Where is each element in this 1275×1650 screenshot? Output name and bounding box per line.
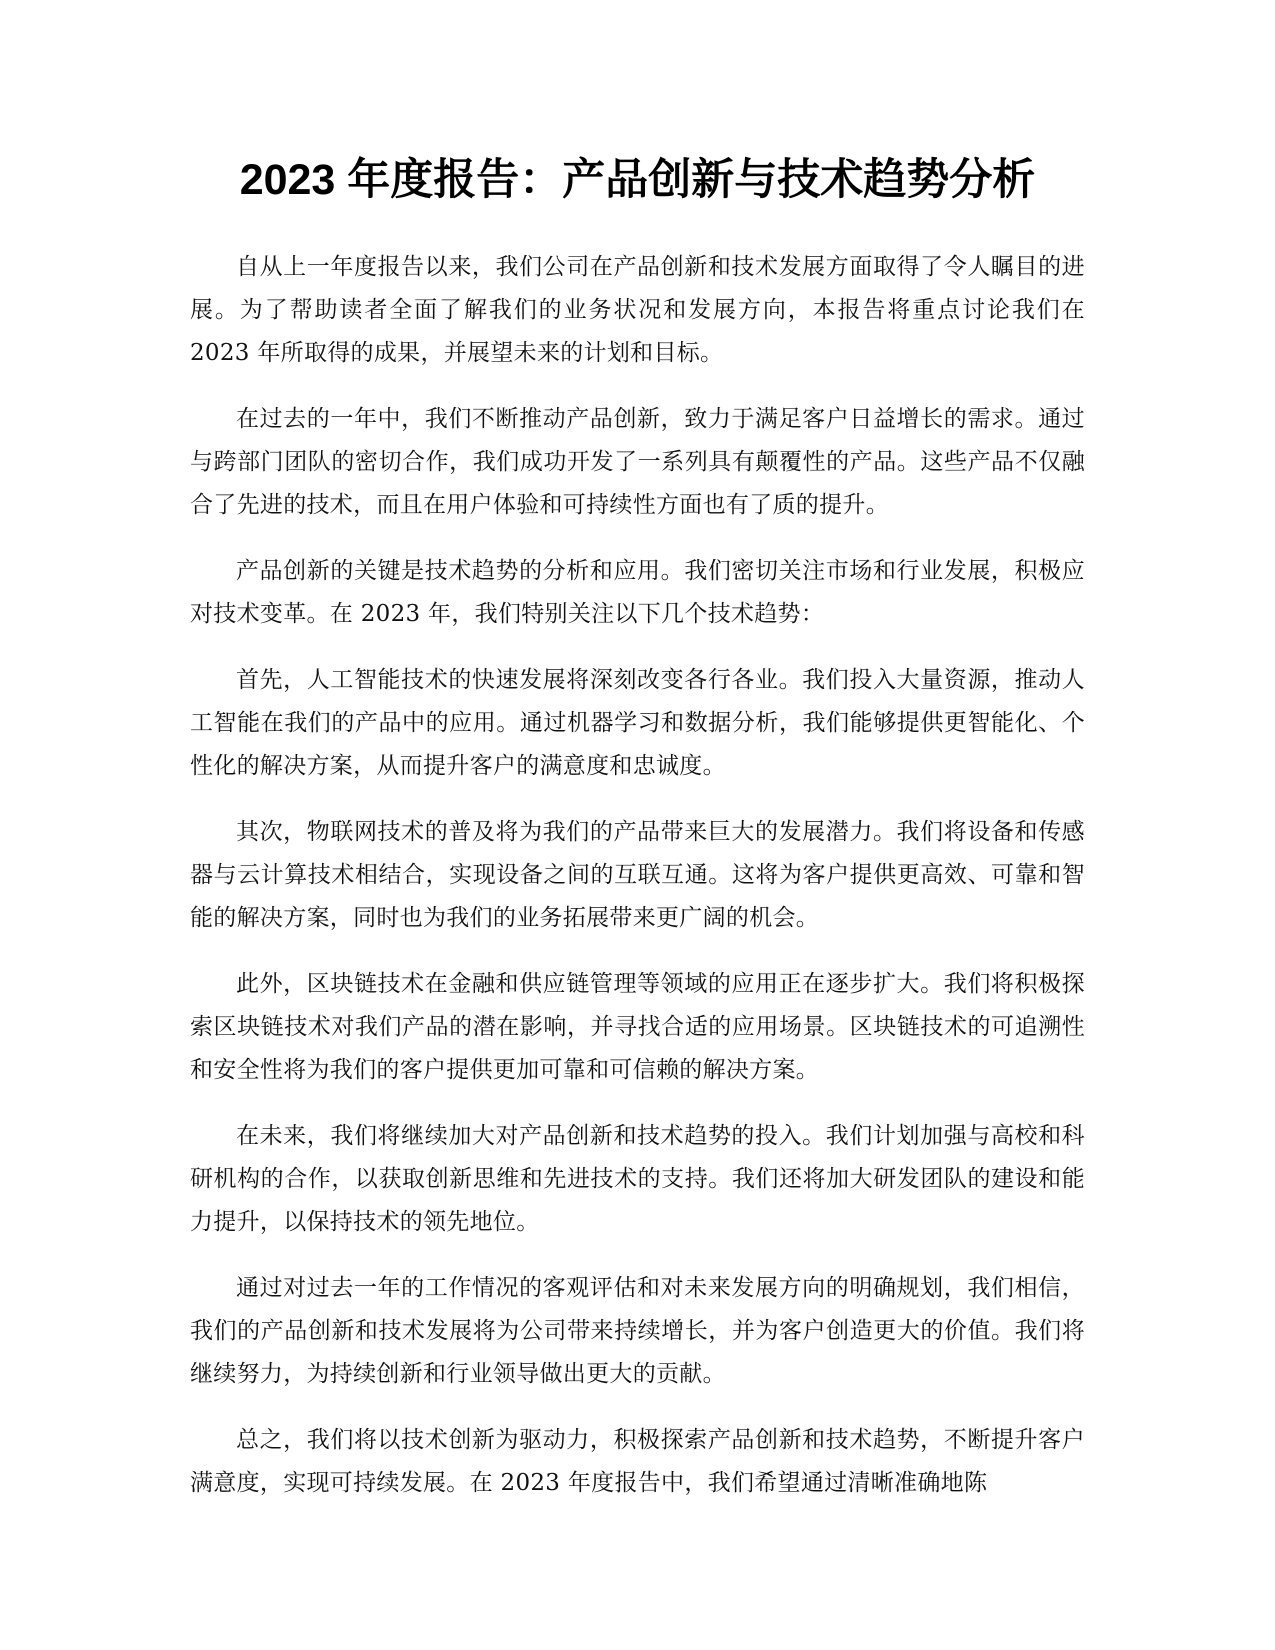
paragraph-tech-trends: 产品创新的关键是技术趋势的分析和应用。我们密切关注市场和行业发展，积极应对技术变革。在 2023 年，我们特别关注以下几个技术趋势： xyxy=(190,558,1085,627)
paragraph-intro: 自从上一年度报告以来，我们公司在产品创新和技术发展方面取得了令人瞩目的进展。为了帮助读者全面了解我们的业务状况和发展方向，本报告将重点讨论我们在 2023 年所取得的成果，并展望未来的计划和目标。 xyxy=(190,254,1085,366)
paragraph-conclusion: 总之，我们将以技术创新为驱动力，积极探索产品创新和技术趋势，不断提升客户满意度，实现可持续发展。在 2023 年度报告中，我们希望通过清晰准确地陈 xyxy=(190,1427,1085,1496)
paragraph-ai: 首先，人工智能技术的快速发展将深刻改变各行各业。我们投入大量资源，推动人工智能在我们的产品中的应用。通过机器学习和数据分析，我们能够提供更智能化、个性化的解决方案，从而提升客户的满意度和忠诚度。 xyxy=(190,667,1085,779)
paragraph-past-year: 在过去的一年中，我们不断推动产品创新，致力于满足客户日益增长的需求。通过与跨部门团队的密切合作，我们成功开发了一系列具有颠覆性的产品。这些产品不仅融合了先进的技术，而且在用户体验和可持续性方面也有了质的提升。 xyxy=(190,406,1085,518)
document-body xyxy=(190,246,1085,1528)
paragraph-future: 在未来，我们将继续加大对产品创新和技术趋势的投入。我们计划加强与高校和科研机构的合作，以获取创新思维和先进技术的支持。我们还将加大研发团队的建设和能力提升，以保持技术的领先地位。 xyxy=(190,1123,1085,1235)
document-title: 2023 年度报告：产品创新与技术趋势分析 xyxy=(239,156,1036,204)
paragraph-iot: 其次，物联网技术的普及将为我们的产品带来巨大的发展潜力。我们将设备和传感器与云计算技术相结合，实现设备之间的互联互通。这将为客户提供更高效、可靠和智能的解决方案，同时也为我们的业务拓展带来更广阔的机会。 xyxy=(190,819,1085,931)
paragraph-blockchain: 此外，区块链技术在金融和供应链管理等领域的应用正在逐步扩大。我们将积极探索区块链技术对我们产品的潜在影响，并寻找合适的应用场景。区块链技术的可追溯性和安全性将为我们的客户提供更加可靠和可信赖的解决方案。 xyxy=(190,971,1085,1083)
paragraph-evaluation: 通过对过去一年的工作情况的客观评估和对未来发展方向的明确规划，我们相信，我们的产品创新和技术发展将为公司带来持续增长，并为客户创造更大的价值。我们将继续努力，为持续创新和行业领导做出更大的贡献。 xyxy=(190,1275,1085,1387)
